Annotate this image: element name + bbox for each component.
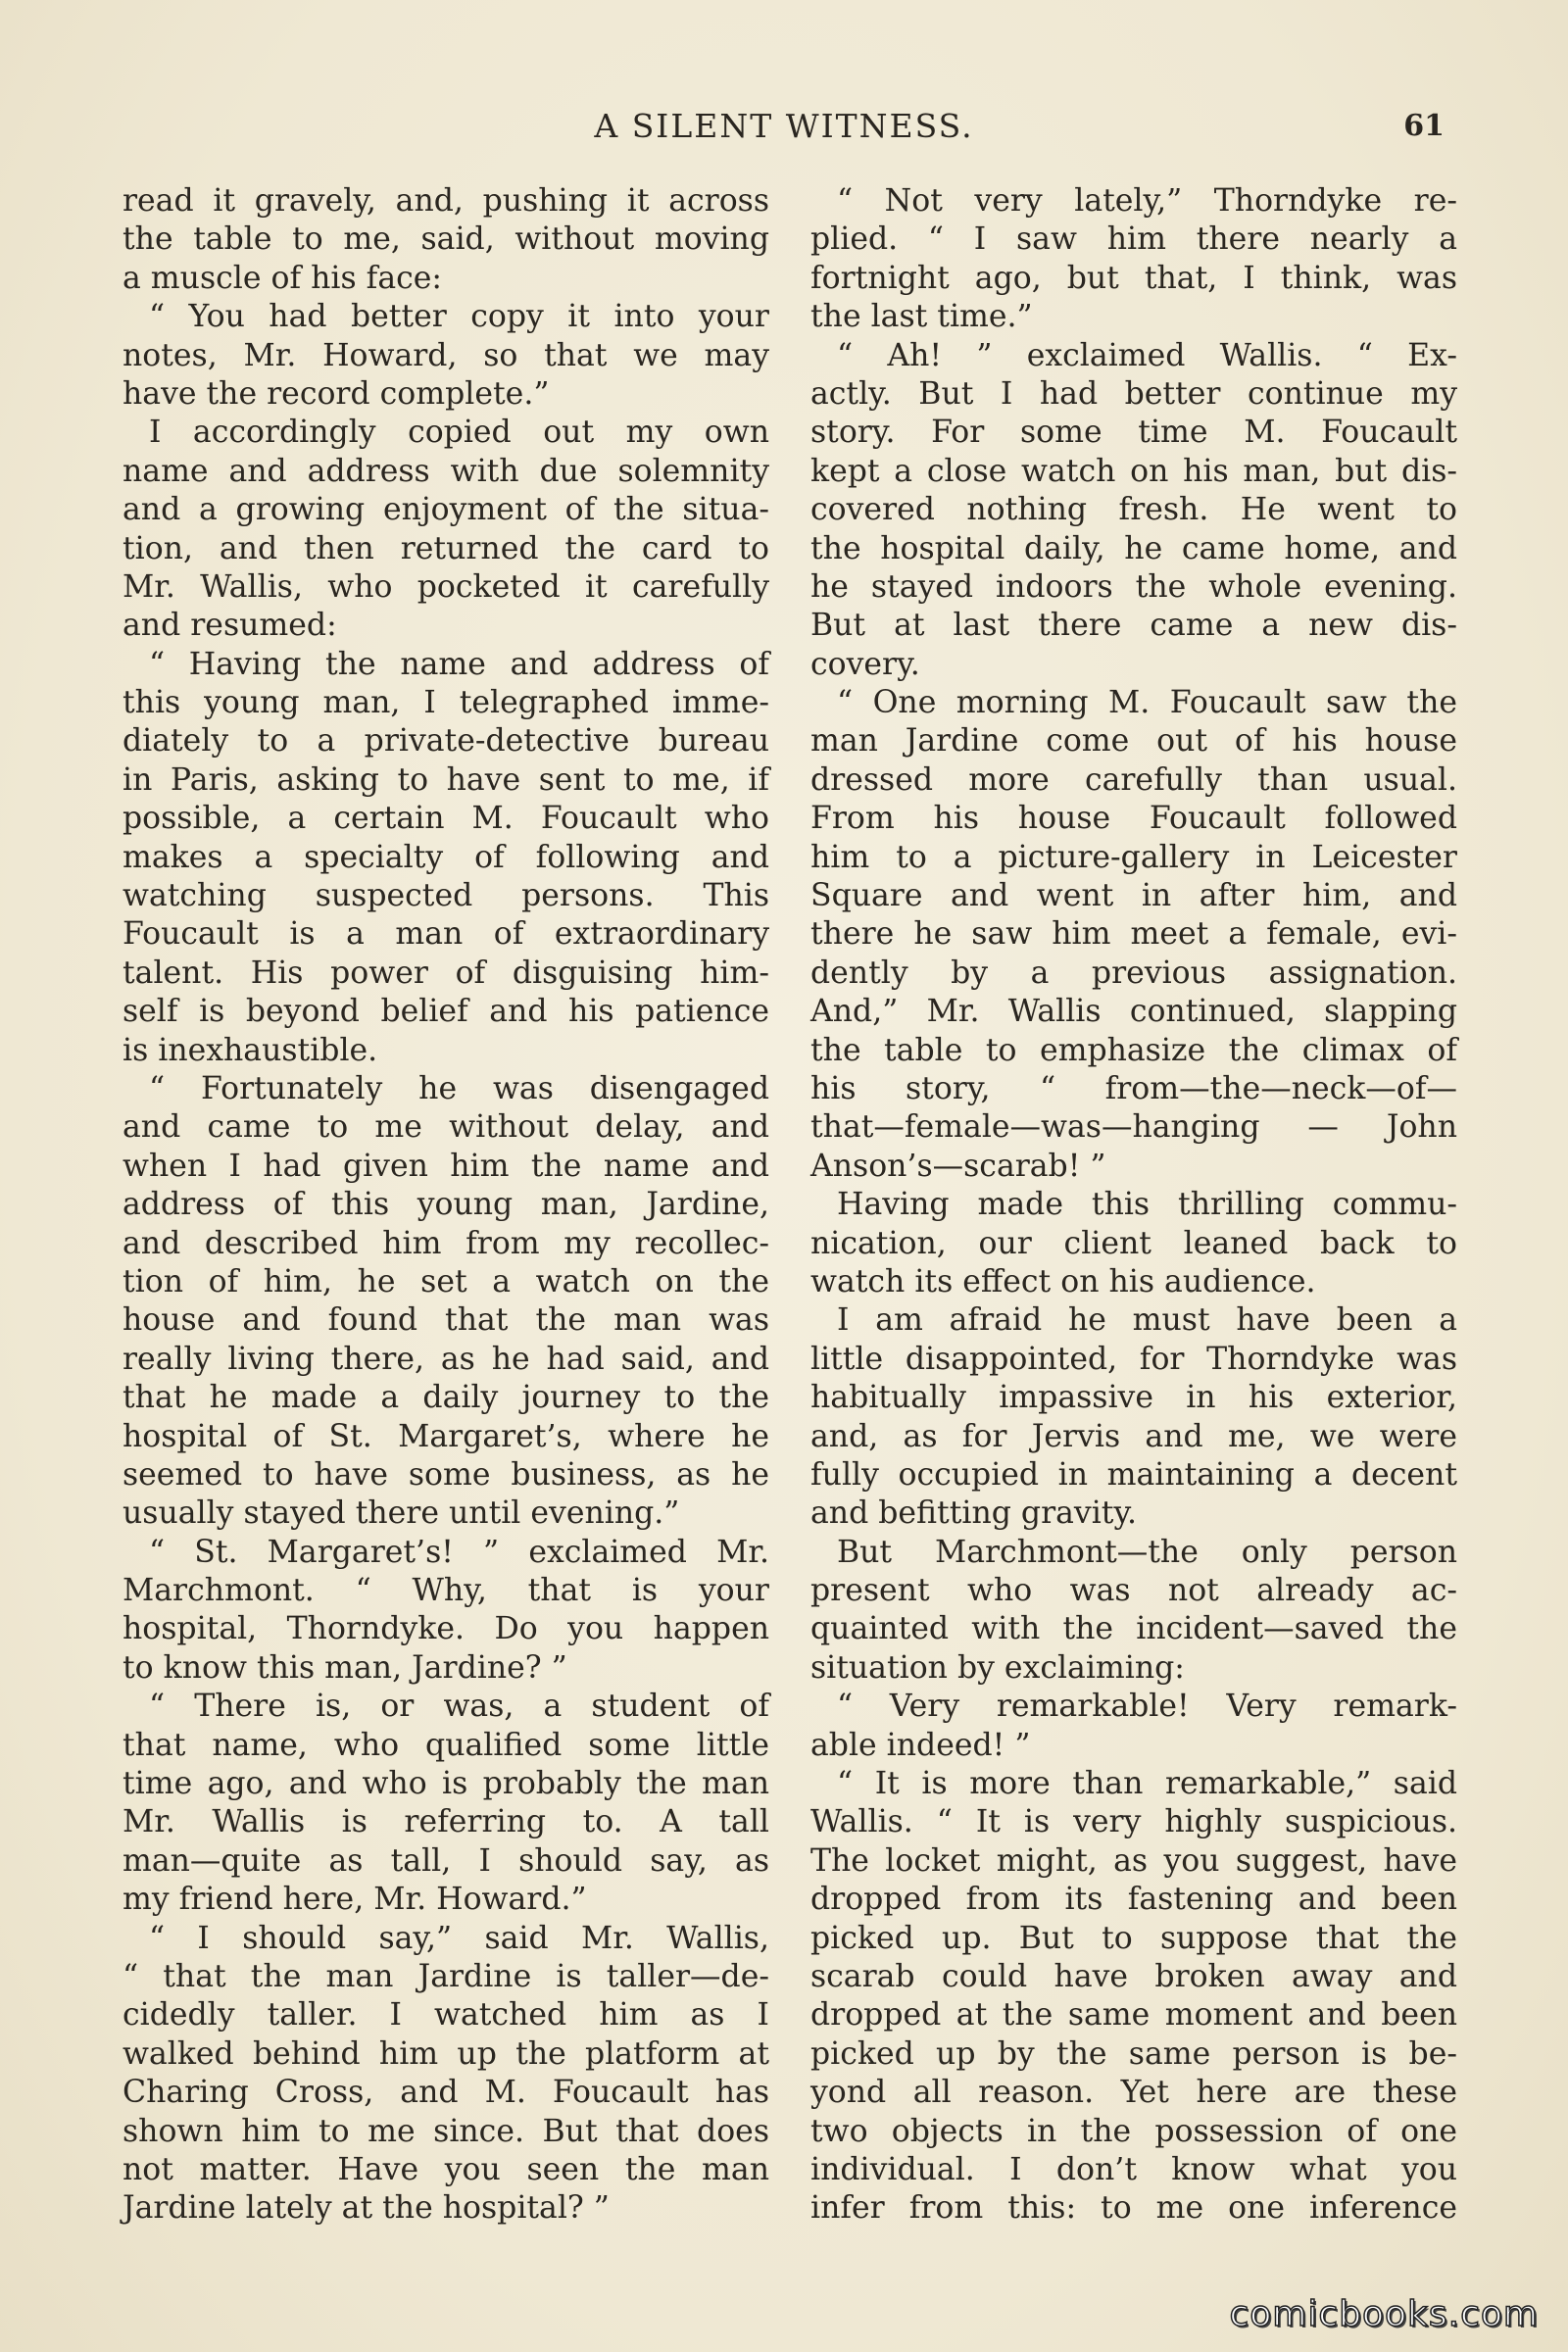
running-title: A SILENT WITNESS. (594, 107, 974, 145)
text-line: yond all reason. Yet here are these (810, 2075, 1457, 2111)
text-line: the table to me, said, without moving (122, 221, 769, 258)
text-line: and described him from my recollec- (122, 1225, 769, 1261)
text-line: my friend here, Mr. Howard.” (122, 1882, 587, 1918)
text-line: Square and went in after him, and (810, 878, 1457, 914)
text-line: “ Not very lately,” Thorndyke re- (837, 183, 1457, 219)
text-line: present who was not already ac- (810, 1573, 1457, 1609)
text-line: when I had given him the name and (122, 1148, 769, 1184)
text-line: and a growing enjoyment of the situa- (122, 492, 769, 528)
text-line: and came to me without delay, and (122, 1109, 769, 1146)
text-line: “ Having the name and address of (149, 646, 769, 682)
text-line: habitually impassive in his exterior, (810, 1380, 1457, 1416)
text-line: “ that the man Jardine is taller—de- (122, 1958, 769, 1994)
text-line: really living there, as he had said, and (122, 1341, 769, 1377)
text-line: The locket might, as you suggest, have (810, 1842, 1457, 1879)
text-line: shown him to me since. But that does (122, 2113, 769, 2149)
text-line: Marchmont. “ Why, that is your (122, 1573, 769, 1609)
text-line: to know this man, Jardine? ” (122, 1649, 567, 1686)
text-line: situation by exclaiming: (810, 1649, 1185, 1686)
text-line: dropped at the same moment and been (810, 1997, 1457, 2034)
text-line: Charing Cross, and M. Foucault has (122, 2075, 769, 2111)
text-line: fortnight ago, but that, I think, was (810, 260, 1457, 296)
text-line: the table to emphasize the climax of (810, 1032, 1457, 1068)
text-line: and, as for Jervis and me, we were (810, 1418, 1457, 1454)
text-line: individual. I don’t know what you (810, 2151, 1457, 2187)
text-line: that name, who qualified some little (122, 1727, 769, 1763)
text-line: there he saw him meet a female, evi- (810, 916, 1457, 953)
text-line: talent. His power of disguising him- (122, 955, 769, 991)
text-line: dently by a previous assignation. (810, 955, 1457, 991)
text-line: and resumed: (122, 608, 337, 644)
text-line: And,” Mr. Wallis continued, slapping (810, 994, 1457, 1030)
text-line: dressed more carefully than usual. (810, 761, 1457, 798)
text-line: picked up. But to suppose that the (810, 1920, 1457, 1956)
text-line: diately to a private-detective bureau (122, 723, 769, 760)
text-line: possible, a certain M. Foucault who (122, 801, 769, 837)
text-line: covery. (810, 646, 920, 682)
text-line: “ Fortunately he was disengaged (149, 1070, 769, 1106)
text-line: name and address with due solemnity (122, 453, 769, 489)
right-text-column (810, 182, 1457, 2229)
text-line: But at last there came a new dis- (810, 608, 1457, 644)
text-line: But Marchmont—the only person (837, 1534, 1457, 1570)
text-line: notes, Mr. Howard, so that we may (122, 337, 769, 373)
text-line: walked behind him up the platform at (122, 2035, 769, 2072)
text-line: the hospital daily, he came home, and (810, 530, 1457, 566)
text-line: that—female—was—hanging — John (810, 1109, 1457, 1146)
text-line: Mr. Wallis is referring to. A tall (122, 1804, 769, 1840)
text-line: man Jardine come out of his house (810, 723, 1457, 760)
text-line: not matter. Have you seen the man (122, 2151, 769, 2187)
text-line: watching suspected persons. This (122, 878, 769, 914)
text-line: “ Ah! ” exclaimed Wallis. “ Ex- (837, 337, 1457, 373)
text-line: read it gravely, and, pushing it across (122, 183, 769, 219)
text-line: plied. “ I saw him there nearly a (810, 221, 1457, 258)
text-line: the last time.” (810, 299, 1033, 335)
text-line: have the record complete.” (122, 375, 550, 412)
running-head (0, 102, 1568, 151)
text-line: “ One morning M. Foucault saw the (837, 685, 1457, 721)
text-line: Foucault is a man of extraordinary (122, 916, 769, 953)
text-line: Jardine lately at the hospital? ” (122, 2190, 610, 2227)
text-line: fully occupied in maintaining a decent (810, 1456, 1457, 1493)
text-line: two objects in the possession of one (810, 2113, 1457, 2149)
text-line: watch its effect on his audience. (810, 1263, 1316, 1299)
text-line: able indeed! ” (810, 1727, 1031, 1763)
text-line: hospital, Thorndyke. Do you happen (122, 1611, 769, 1647)
text-line: Mr. Wallis, who pocketed it carefully (122, 568, 769, 605)
text-line: in Paris, asking to have sent to me, if (122, 761, 769, 798)
text-line: little disappointed, for Thorndyke was (810, 1341, 1457, 1377)
text-line: dropped from its fastening and been (810, 1882, 1457, 1918)
text-line: man—quite as tall, I should say, as (122, 1842, 769, 1879)
text-line: I accordingly copied out my own (149, 415, 769, 451)
text-line: seemed to have some business, as he (122, 1456, 769, 1493)
text-line: this young man, I telegraphed imme- (122, 685, 769, 721)
text-line: his story, “ from—the—neck—of— (810, 1070, 1457, 1106)
text-line: scarab could have broken away and (810, 1958, 1457, 1994)
text-line: “ Very remarkable! Very remark- (837, 1689, 1457, 1725)
text-line: house and found that the man was (122, 1302, 769, 1339)
text-line: “ I should say,” said Mr. Wallis, (149, 1920, 769, 1956)
text-line: address of this young man, Jardine, (122, 1187, 769, 1223)
text-line: story. For some time M. Foucault (810, 415, 1457, 451)
text-line: Having made this thrilling commu- (837, 1187, 1457, 1223)
text-line: that he made a daily journey to the (122, 1380, 769, 1416)
text-line: “ It is more than remarkable,” said (837, 1766, 1457, 1802)
watermark-logo: comicbooks.com (1229, 2294, 1539, 2334)
text-line: covered nothing fresh. He went to (810, 492, 1457, 528)
left-text-column (122, 182, 769, 2229)
text-line: self is beyond belief and his patience (122, 994, 769, 1030)
text-line: he stayed indoors the whole evening. (810, 568, 1457, 605)
text-line: kept a close watch on his man, but dis- (810, 453, 1457, 489)
text-line: I am afraid he must have been a (837, 1302, 1457, 1339)
text-line: makes a specialty of following and (122, 839, 769, 875)
text-line: From his house Foucault followed (810, 801, 1457, 837)
text-line: hospital of St. Margaret’s, where he (122, 1418, 769, 1454)
text-line: “ There is, or was, a student of (149, 1689, 769, 1725)
text-line: Anson’s—scarab! ” (810, 1148, 1106, 1184)
text-line: actly. But I had better continue my (810, 375, 1457, 412)
text-line: him to a picture-gallery in Leicester (810, 839, 1457, 875)
text-line: quainted with the incident—saved the (810, 1611, 1457, 1647)
page-number: 61 (1403, 109, 1445, 143)
text-line: time ago, and who is probably the man (122, 1766, 769, 1802)
text-line: Wallis. “ It is very highly suspicious. (810, 1804, 1457, 1840)
text-line: is inexhaustible. (122, 1032, 378, 1068)
text-line: picked up by the same person is be- (810, 2035, 1457, 2072)
text-line: infer from this: to me one inference (810, 2190, 1457, 2227)
text-line: and befitting gravity. (810, 1495, 1138, 1532)
text-line: cidedly taller. I watched him as I (122, 1997, 769, 2034)
text-line: a muscle of his face: (122, 260, 442, 296)
text-line: tion of him, he set a watch on the (122, 1263, 769, 1299)
text-line: tion, and then returned the card to (122, 530, 769, 566)
text-line: usually stayed there until evening.” (122, 1495, 680, 1532)
text-line: “ St. Margaret’s! ” exclaimed Mr. (149, 1534, 769, 1570)
text-line: “ You had better copy it into your (149, 299, 769, 335)
text-line: nication, our client leaned back to (810, 1225, 1457, 1261)
